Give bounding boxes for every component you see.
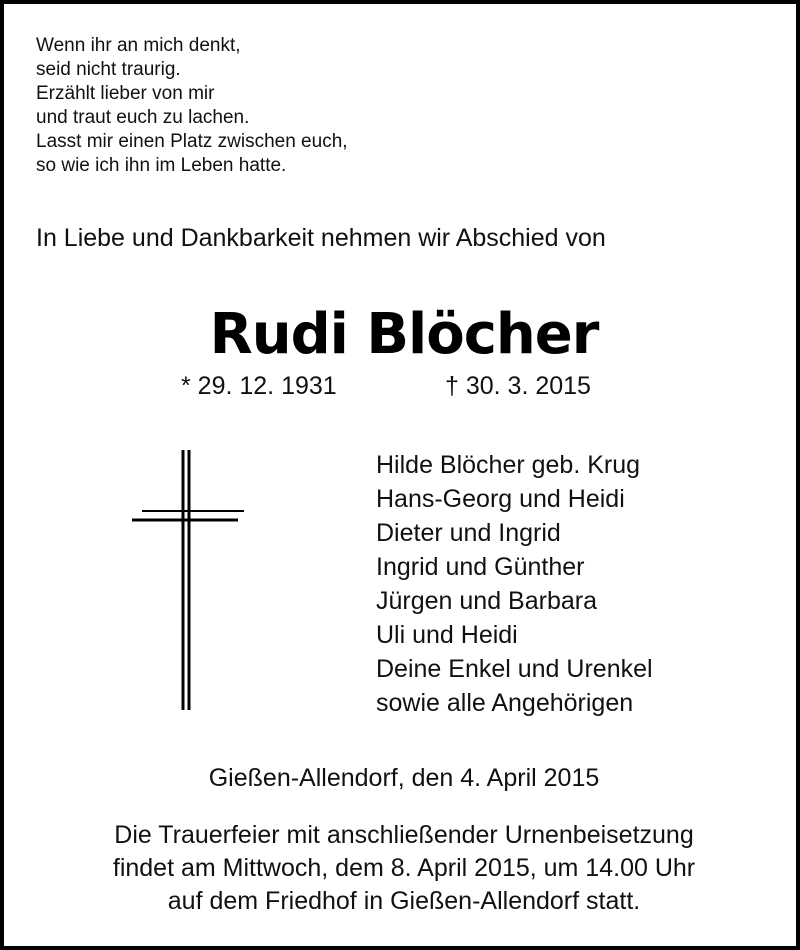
poem	[36, 34, 348, 178]
mourner-entry: Dieter und Ingrid	[376, 519, 561, 547]
mourner-entry: Hilde Blöcher geb. Krug	[376, 451, 641, 479]
death-date: † 30. 3. 2015	[445, 372, 591, 400]
deceased-name: Rudi Blöcher	[209, 302, 599, 367]
farewell-intro: In Liebe und Dankbarkeit nehmen wir Abschied von	[36, 224, 606, 252]
funeral-line: Die Trauerfeier mit anschließender Urnenbeisetzung	[114, 821, 694, 849]
mourner-entry: Jürgen und Barbara	[376, 587, 597, 615]
poem-line: so wie ich ihn im Leben hatte.	[36, 155, 287, 176]
mourner-entry: Deine Enkel und Urenkel	[376, 655, 653, 683]
poem-line: und traut euch zu lachen.	[36, 107, 250, 128]
mourners-list	[376, 448, 653, 720]
mourner-entry: sowie alle Angehörigen	[376, 689, 634, 717]
latin-cross-icon	[132, 450, 252, 710]
mourner-entry: Uli und Heidi	[376, 621, 518, 649]
birth-date: * 29. 12. 1931	[181, 372, 337, 400]
place-and-date: Gießen-Allendorf, den 4. April 2015	[208, 764, 600, 792]
poem-line: Lasst mir einen Platz zwischen euch,	[36, 131, 348, 152]
poem-line: seid nicht traurig.	[36, 59, 181, 80]
funeral-details	[4, 819, 800, 918]
funeral-line: findet am Mittwoch, dem 8. April 2015, um 14.00 Uhr	[112, 854, 696, 882]
poem-line: Wenn ihr an mich denkt,	[36, 35, 241, 56]
funeral-line: auf dem Friedhof in Gießen-Allendorf statt.	[167, 887, 641, 915]
mourner-entry: Hans-Georg und Heidi	[376, 485, 625, 513]
poem-line: Erzählt lieber von mir	[36, 83, 215, 104]
mourner-entry: Ingrid und Günther	[376, 553, 585, 581]
